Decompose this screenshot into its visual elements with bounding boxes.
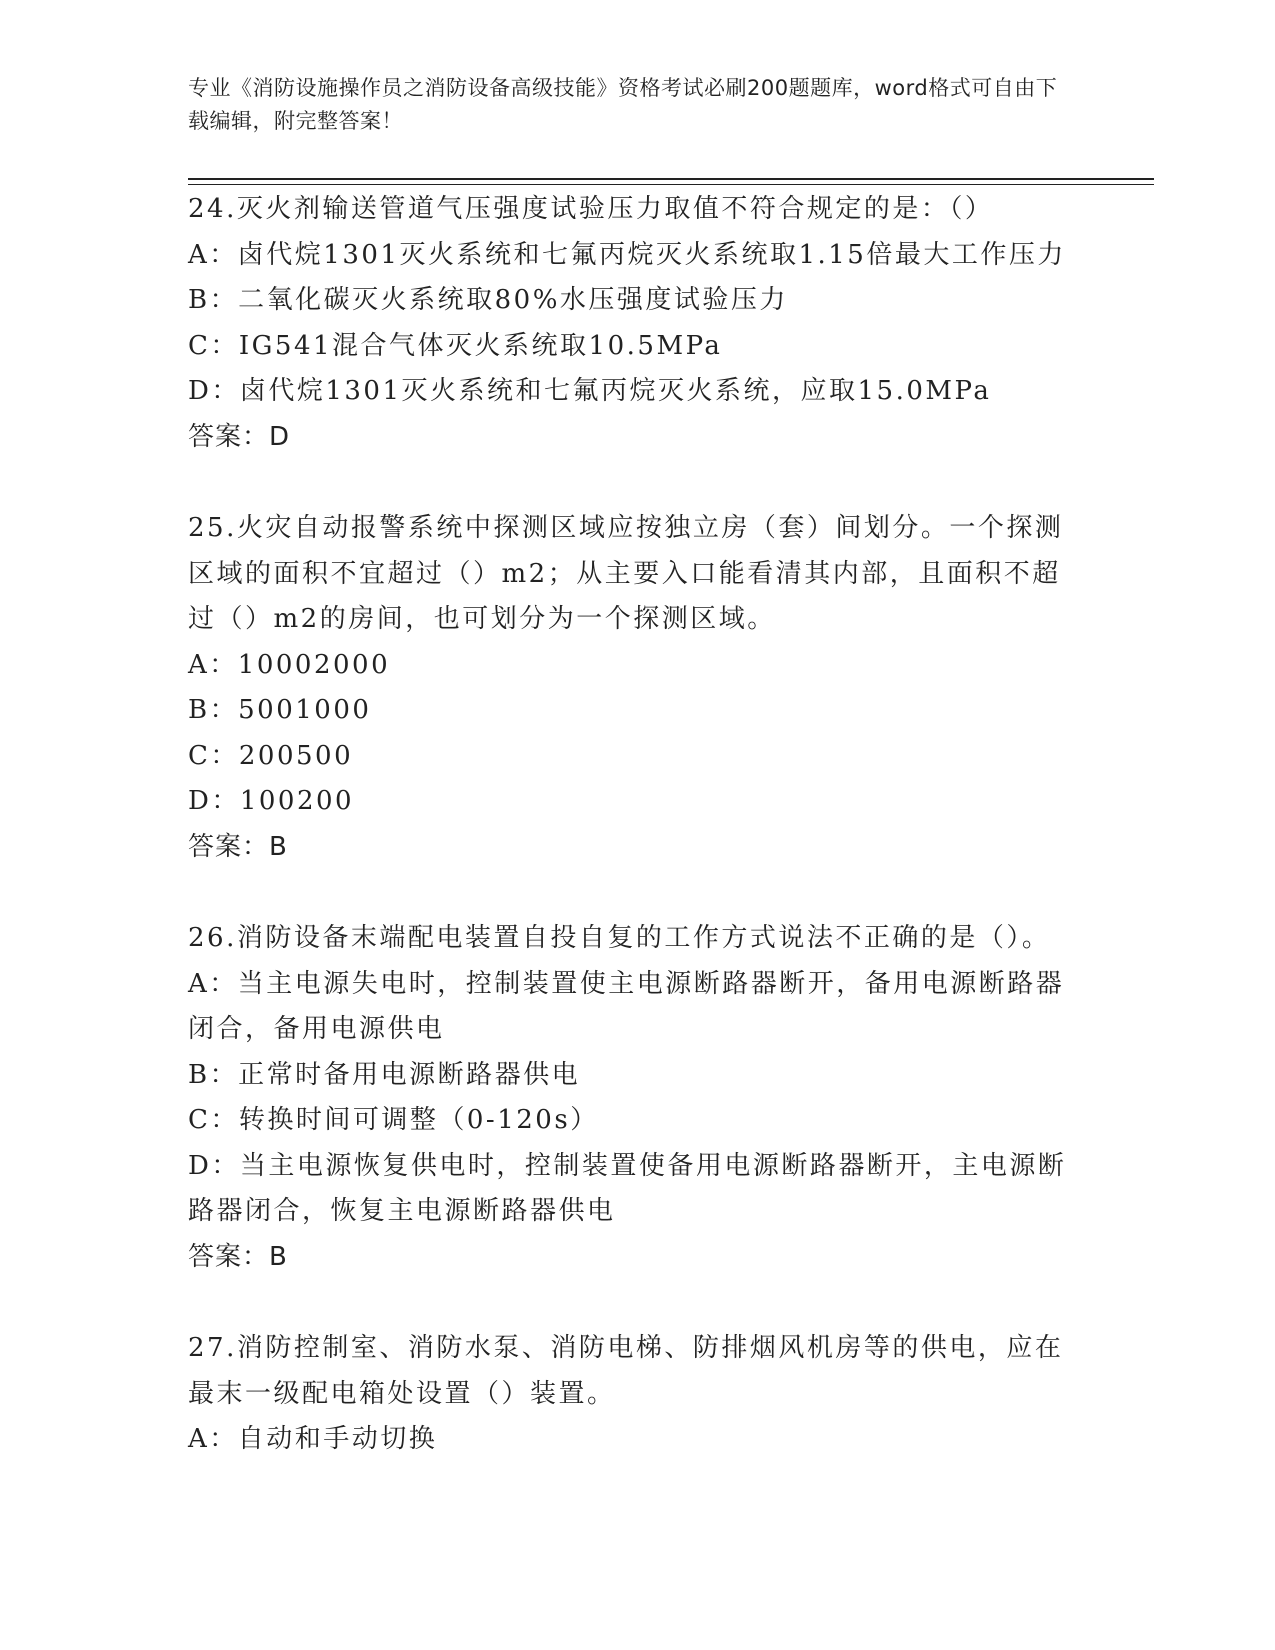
answer: 答案：B (188, 831, 288, 862)
option-a: A：卤代烷1301灭火系统和七氟丙烷灭火系统取1.15倍最大工作压力 (188, 239, 1066, 270)
answer: 答案：B (188, 1241, 288, 1272)
header-divider-thin (188, 184, 1154, 185)
option-d: D：当主电源恢复供电时，控制装置使备用电源断路器断开，主电源断路器闭合，恢复主电源断路器供电 (188, 1150, 1067, 1226)
question-26 (188, 916, 1078, 1280)
option-b: B：5001000 (188, 695, 372, 725)
option-a: A：当主电源失电时，控制装置使主电源断路器断开，备用电源断路器闭合，备用电源供电 (188, 968, 1065, 1044)
header-divider-thick (188, 178, 1154, 180)
question-text: 27.消防控制室、消防水泵、消防电梯、防排烟风机房等的供电，应在最末一级配电箱处设置（）装置。 (188, 1333, 1064, 1409)
option-b: B：二氧化碳灭火系统取80%水压强度试验压力 (188, 285, 788, 315)
option-a: A：10002000 (188, 649, 391, 680)
question-text: 24.灭火剂输送管道气压强度试验压力取值不符合规定的是：（） (188, 194, 994, 224)
document-header: 专业《消防设施操作员之消防设备高级技能》资格考试必刷200题题库，word格式可自由下载编辑，附完整答案！ (188, 76, 1058, 133)
option-a: A：自动和手动切换 (188, 1424, 438, 1454)
option-d: D：100200 (188, 786, 355, 816)
question-list (188, 187, 1078, 1509)
option-c: C：IG541混合气体灭火系统取10.5MPa (188, 330, 723, 361)
question-text: 25.火灾自动报警系统中探测区域应按独立房（套）间划分。一个探测区域的面积不宜超过（）m2；从主要入口能看清其内部，且面积不超过（）m2的房间，也可划分为一个探测区域。 (188, 513, 1064, 634)
option-b: B：正常时备用电源断路器供电 (188, 1059, 581, 1090)
option-d: D：卤代烷1301灭火系统和七氟丙烷灭火系统，应取15.0MPa (188, 376, 992, 406)
question-25 (188, 506, 1078, 870)
option-c: C：200500 (188, 740, 354, 771)
question-27 (188, 1326, 1078, 1463)
question-24 (188, 187, 1078, 460)
option-c: C：转换时间可调整（0-120s） (188, 1105, 599, 1135)
question-text: 26.消防设备末端配电装置自投自复的工作方式说法不正确的是（）。 (188, 923, 1051, 953)
answer: 答案：D (188, 421, 291, 452)
